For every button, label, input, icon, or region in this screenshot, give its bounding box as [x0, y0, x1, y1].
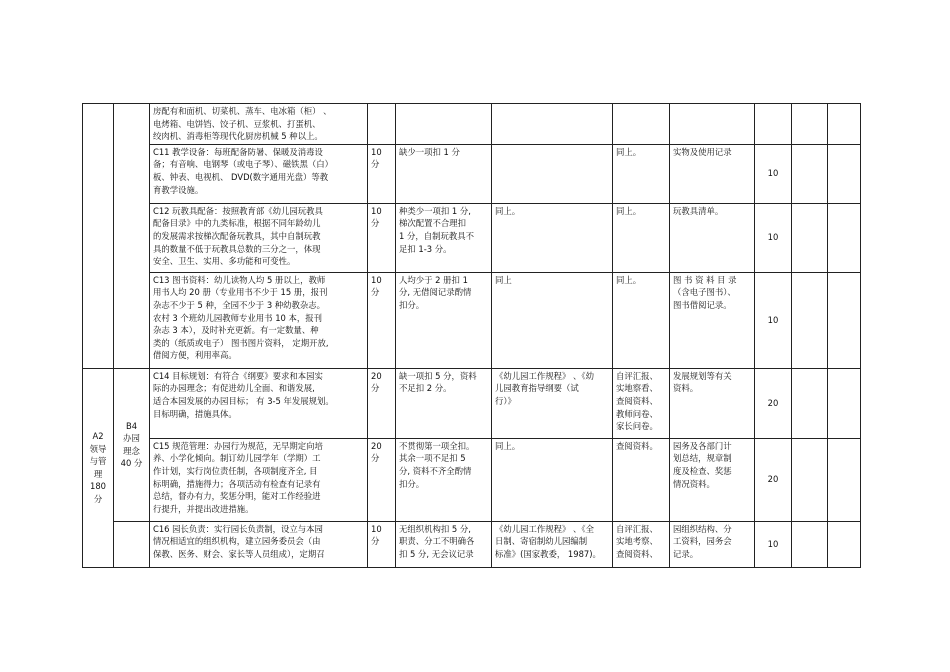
- method-cell: [613, 144, 670, 203]
- materials-line: 玩教具清单。: [673, 205, 724, 216]
- content-line: 适合本园发展的办园目标； 有 3-5 年发展规划。: [153, 395, 334, 406]
- deduction-line: 无组织机构扣 5 分,: [399, 523, 471, 534]
- evaluation-table: [82, 103, 861, 568]
- materials-line: 实物及使用记录: [673, 146, 732, 157]
- deduction-line: 其余一项不足扣 5: [399, 453, 466, 464]
- method-line: 查阅资料、: [616, 395, 658, 406]
- materials-cell: [670, 203, 755, 272]
- content-line: 板、钟表、电视机、 DVD(数字通用光盘）等教: [153, 171, 329, 182]
- content-line: C11 教学设备：每班配备防暑、保暖及消毒设: [153, 146, 323, 157]
- content-line: 目标明确，措施具体。: [153, 408, 237, 419]
- deduction-line: 人均少于 2 册扣 1: [399, 274, 468, 285]
- basis-line: 同上。: [495, 205, 521, 216]
- content-line: 类的（纸质或电子） 图书图片资料， 定期开放,: [153, 337, 329, 348]
- category-b5-cell: [114, 521, 150, 567]
- basis-cell: [492, 272, 613, 368]
- deduction-cell: [396, 203, 492, 272]
- materials-line: 园务及各部门计: [673, 440, 732, 451]
- method-cell: [613, 438, 670, 521]
- materials-cell: [670, 368, 755, 438]
- category-label-line: 办园: [123, 433, 140, 444]
- points-line: 10: [371, 146, 382, 157]
- content-line: 用书人均 20 册（专业用书不少于 15 册，报刊: [153, 287, 328, 298]
- content-line: C16 园长负责：实行园长负责制，设立与本园: [153, 523, 323, 534]
- points-line: 分: [371, 159, 380, 170]
- final-score-cell: [828, 272, 861, 368]
- basis-line: 日制、寄宿制幼儿园编制: [495, 536, 588, 547]
- content-line: 配备目录》中的九类标准，根据不同年龄幼儿: [153, 218, 321, 229]
- deduction-cell: [396, 104, 492, 145]
- materials-line: 图 书 资 料 目 录: [673, 274, 737, 285]
- method-line: 同上。: [616, 205, 642, 216]
- deduction-cell: [396, 368, 492, 438]
- basis-cell: [492, 521, 613, 567]
- deduction-cell: [396, 438, 492, 521]
- content-cell: [150, 521, 368, 567]
- deduction-cell: [396, 144, 492, 203]
- content-line: C12 玩教具配备：按照教育部《幼儿园玩教具: [153, 205, 323, 216]
- content-line: 绞肉机、消毒柜等现代化厨房机械 5 种以上。: [153, 131, 323, 142]
- final-score-cell: [828, 521, 861, 567]
- basis-line: 儿园教育指导纲要（试: [495, 383, 579, 394]
- category-label-line: 分: [93, 493, 103, 504]
- points-line: 10: [371, 274, 382, 285]
- points-cell: [368, 438, 396, 521]
- content-line: 养、小学化倾向。制订幼儿园学年（学期）工: [153, 453, 321, 464]
- content-line: 房配有和面机、切菜机、蒸车、电冰箱（柜） 、: [153, 106, 332, 116]
- method-line: 教师问卷、: [616, 408, 658, 419]
- method-cell: [613, 368, 670, 438]
- category-a1-continued-cell: [83, 104, 114, 369]
- materials-line: 情况资料。: [673, 478, 715, 489]
- deduction-line: 分, 资料不齐全酌情: [399, 465, 472, 476]
- materials-cell: [670, 144, 755, 203]
- method-cell: [613, 104, 670, 145]
- materials-cell: [670, 104, 755, 145]
- content-cell: [150, 368, 368, 438]
- materials-cell: [670, 521, 755, 567]
- table-row: [83, 272, 861, 368]
- content-line: 杂志 3 本），及时补充更新。有一定数量、种: [153, 325, 319, 336]
- content-line: 总结，督办有力，奖惩分明，能对工作经验进: [153, 491, 321, 502]
- category-label-line: B4: [125, 420, 138, 431]
- table-row: [83, 521, 861, 567]
- table-row: [83, 438, 861, 521]
- materials-line: 记录。: [673, 548, 699, 559]
- method-cell: [613, 521, 670, 567]
- deduction-line: 扣 5 分, 无会议记录: [399, 548, 474, 559]
- content-line: 备；有音响、电钢琴（或电子琴）、磁铁黑（白）: [153, 159, 334, 170]
- content-cell: [150, 144, 368, 203]
- deduction-line: 扣分。: [399, 299, 425, 310]
- content-line: 作计划，实行岗位责任制，各项制度齐全, 目: [153, 465, 318, 476]
- deduction-cell: [396, 272, 492, 368]
- materials-line: 园组织结构、分: [673, 523, 732, 534]
- basis-line: 《幼儿园工作规程》 、《全: [495, 523, 594, 534]
- content-line: 标明确，措施得力；各项活动有检查有记录有: [153, 478, 321, 489]
- basis-line: 《幼儿园工作规程》 、《幼: [495, 370, 594, 381]
- method-line: 实地考察、: [616, 536, 658, 547]
- points-line: 分: [371, 287, 380, 298]
- category-a2-cell: [83, 368, 114, 567]
- content-line: 具的数量不低于玩教具总数的三分之一，体现: [153, 243, 321, 254]
- points-line: 分: [371, 218, 380, 229]
- materials-line: 图书借阅记录。: [673, 299, 732, 310]
- table-row: [83, 144, 861, 203]
- table-row: [83, 104, 861, 145]
- points-cell: [368, 104, 396, 145]
- materials-line: 划总结，规章制: [673, 453, 732, 464]
- basis-line: 行）》: [495, 395, 516, 406]
- points-cell: [368, 521, 396, 567]
- self-score-cell: [792, 203, 828, 272]
- category-label-line: 领导: [89, 443, 107, 454]
- deduction-line: 分, 无借阅记录酌情: [399, 287, 472, 298]
- content-line: 安全、卫生、实用、多功能和可变性。: [153, 256, 296, 267]
- final-score-cell: [828, 203, 861, 272]
- materials-line: （含电子图书）、: [673, 287, 736, 298]
- basis-cell: [492, 368, 613, 438]
- content-line: 的发展需求按梯次配备玩教具，其中自制玩教: [153, 230, 321, 241]
- content-line: 农村 3 个班幼儿园教师专业用书 10 本，报刊: [153, 312, 323, 323]
- points-line: 10: [371, 523, 382, 534]
- method-line: 自评汇报、: [616, 370, 658, 381]
- self-score-cell: [792, 438, 828, 521]
- content-line: C14 目标规划：有符合《纲要》要求和本园实: [153, 370, 323, 381]
- points-line: 20: [371, 370, 382, 381]
- basis-cell: [492, 438, 613, 521]
- self-score-cell: [792, 272, 828, 368]
- points-cell: [368, 144, 396, 203]
- category-label-line: 与管: [89, 456, 107, 467]
- deduction-line: 梯次配置不合理扣: [399, 218, 466, 229]
- method-line: 实地察看、: [616, 383, 658, 394]
- content-line: C15 规范管理：办园行为规范，无早期定向培: [153, 440, 323, 451]
- points-line: 分: [371, 536, 380, 547]
- deduction-line: 扣分。: [399, 478, 425, 489]
- table-row: [83, 203, 861, 272]
- method-line: 家长问卷。: [616, 421, 658, 432]
- category-label-line: 理: [93, 468, 103, 479]
- content-line: 行提升，并提出改进措施。: [153, 503, 254, 514]
- method-line: 自评汇报、: [616, 523, 658, 534]
- materials-cell: [670, 438, 755, 521]
- final-score-cell: [828, 438, 861, 521]
- self-score-cell: [792, 521, 828, 567]
- materials-line: 发展规划等有关: [673, 370, 732, 381]
- category-label-line: 40 分: [120, 458, 143, 469]
- basis-cell: [492, 144, 613, 203]
- points-cell: [368, 272, 396, 368]
- deduction-line: 1 分，自制玩教具不: [399, 230, 474, 241]
- self-score-cell: [792, 368, 828, 438]
- basis-line: 同上。: [495, 440, 521, 451]
- method-line: 同上。: [616, 274, 642, 285]
- score-cell: 10: [755, 144, 792, 203]
- category-b3-continued-cell: [114, 104, 150, 369]
- basis-cell: [492, 104, 613, 145]
- content-line: 杂志不少于 5 种，全园不少于 3 种幼教杂志。: [153, 299, 326, 310]
- deduction-line: 职责、分工不明确各: [399, 536, 475, 547]
- content-cell: [150, 272, 368, 368]
- points-cell: [368, 368, 396, 438]
- score-cell: 10: [755, 203, 792, 272]
- content-line: 借阅方便，利用率高。: [153, 350, 237, 361]
- content-line: C13 图书资料：幼儿读物人均 5 册以上，教师: [153, 274, 326, 285]
- method-line: 同上。: [616, 146, 642, 157]
- deduction-line: 不贯彻第一项全扣。: [399, 440, 475, 451]
- deduction-line: 缺少一项扣 1 分: [399, 146, 460, 157]
- content-cell: [150, 438, 368, 521]
- score-cell: 20: [755, 368, 792, 438]
- materials-line: 资料。: [673, 383, 699, 394]
- content-cell: [150, 203, 368, 272]
- points-line: 10: [371, 205, 382, 216]
- category-label-line: A2: [92, 431, 104, 441]
- content-line: 保教、医务、财会、家长等人员组成），定期召: [153, 548, 325, 559]
- content-line: 际的办园理念；有促进幼儿全面、和谐发展,: [153, 383, 315, 394]
- final-score-cell: [828, 144, 861, 203]
- final-score-cell: [828, 104, 861, 145]
- content-cell: [150, 104, 368, 145]
- category-label-line: 180: [90, 481, 106, 492]
- deduction-line: 不足扣 2 分。: [399, 383, 452, 394]
- score-cell: [755, 104, 792, 145]
- content-line: 电烤箱、电饼铛、饺子机、豆浆机、打蛋机、: [153, 118, 321, 129]
- points-line: 分: [371, 383, 380, 394]
- content-line: 情况相适宜的组织机构，建立园务委员会（由: [153, 536, 321, 547]
- method-line: 查阅资料、: [616, 548, 658, 559]
- materials-line: 工资料，园务会: [673, 536, 732, 547]
- self-score-cell: [792, 104, 828, 145]
- method-line: 查阅资料。: [616, 440, 658, 451]
- points-line: 分: [371, 453, 380, 464]
- score-cell: 10: [755, 521, 792, 567]
- self-score-cell: [792, 144, 828, 203]
- score-cell: 20: [755, 438, 792, 521]
- method-cell: [613, 203, 670, 272]
- score-cell: 10: [755, 272, 792, 368]
- deduction-line: 缺一项扣 5 分，资料: [399, 370, 477, 381]
- basis-cell: [492, 203, 613, 272]
- category-label-line: 理念: [123, 445, 140, 456]
- category-b4-cell: [114, 368, 150, 521]
- materials-cell: [670, 272, 755, 368]
- table-row: [83, 368, 861, 438]
- final-score-cell: [828, 368, 861, 438]
- basis-line: 同上: [495, 274, 512, 285]
- basis-line: 标准》(国家教委， 1987)。: [495, 548, 601, 559]
- points-cell: [368, 203, 396, 272]
- deduction-line: 足扣 1-3 分。: [399, 243, 452, 254]
- table-body: [83, 104, 861, 568]
- deduction-line: 种类少一项扣 1 分,: [399, 205, 471, 216]
- content-line: 育教学设施。: [153, 184, 204, 195]
- points-line: 20: [371, 440, 382, 451]
- method-cell: [613, 272, 670, 368]
- deduction-cell: [396, 521, 492, 567]
- materials-line: 度及检查、奖惩: [673, 465, 732, 476]
